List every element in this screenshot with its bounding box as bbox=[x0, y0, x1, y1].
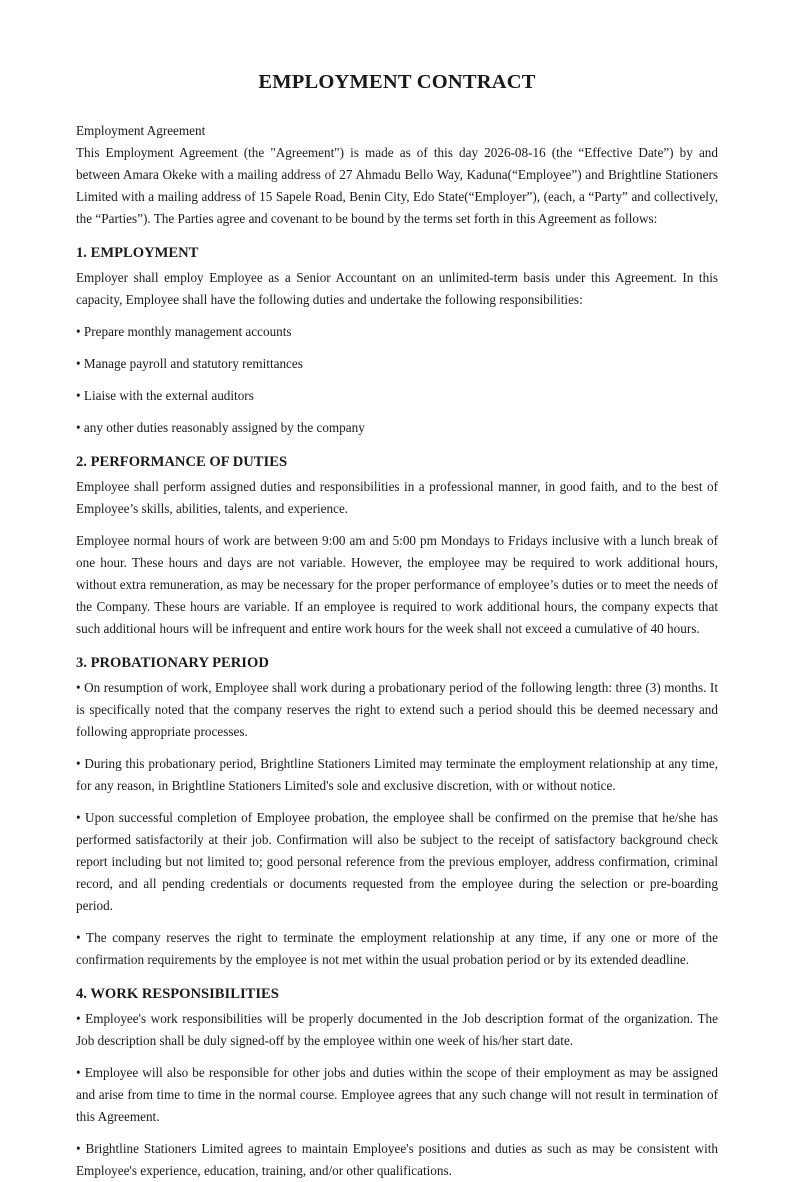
duty-bullet: • any other duties reasonably assigned by the company bbox=[76, 420, 365, 435]
duty-bullet: • Liaise with the external auditors bbox=[76, 388, 254, 403]
intro-paragraph: This Employment Agreement (the "Agreement") is made as of this day 2026-08-16 (the “Effective Date”) by and between Amara Okeke with a mailing address of 27 Ahmadu Bello Way, Kaduna(“Employee”) and Brightline Stationers Limited with a mailing address of 15 Sapele Road, Benin City, Edo State(“Employer”), (each, a “Party” and collectively, the “Parties”). The Parties agree and covenant to be bound by the terms set forth in this Agreement as follows: bbox=[76, 145, 718, 226]
section-heading-probation: 3. PROBATIONARY PERIOD bbox=[76, 655, 269, 671]
responsibility-bullet: • Employee's work responsibilities will be properly documented in the Job description format of the organization. The Job description shall be duly signed-off by the employee within one week of his/her start date. bbox=[76, 1011, 718, 1048]
probation-bullet: • The company reserves the right to terminate the employment relationship at any time, if any one or more of the confirmation requirements by the employee is not met within the usual probation period or by its extended deadline. bbox=[76, 930, 718, 967]
probation-bullet: • On resumption of work, Employee shall work during a probationary period of the following length: three (3) months. It is specifically noted that the company reserves the right to extend such a period should this be deemed necessary and following appropriate processes. bbox=[76, 680, 718, 739]
section-heading-performance: 2. PERFORMANCE OF DUTIES bbox=[76, 454, 288, 470]
section-heading-employment: 1. EMPLOYMENT bbox=[76, 245, 199, 261]
duty-bullet: • Manage payroll and statutory remittances bbox=[76, 356, 303, 371]
probation-bullet: • During this probationary period, Brightline Stationers Limited may terminate the employment relationship at any time, for any reason, in Brightline Stationers Limited's sole and exclusive discretion, with or without notice. bbox=[76, 756, 718, 793]
document-title: EMPLOYMENT CONTRACT bbox=[258, 71, 536, 93]
section-paragraph: Employer shall employ Employee as a Senior Accountant on an unlimited-term basis under this Agreement. In this capacity, Employee shall have the following duties and undertake the following responsibilities: bbox=[76, 270, 718, 307]
section-paragraph: Employee normal hours of work are between 9:00 am and 5:00 pm Mondays to Fridays inclusive with a lunch break of one hour. These hours and days are not variable. However, the employee may be required to work additional hours, without extra remuneration, as may be necessary for the proper performance of employee’s duties or to meet the needs of the Company. These hours are variable. If an employee is required to work additional hours, the company expects that such additional hours will be infrequent and entire work hours for the week shall not exceed a cumulative of 40 hours. bbox=[76, 533, 718, 636]
intro-label: Employment Agreement bbox=[76, 123, 206, 138]
section-heading-work-responsibilities: 4. WORK RESPONSIBILITIES bbox=[76, 986, 279, 1002]
responsibility-bullet: • Brightline Stationers Limited agrees to maintain Employee's positions and duties as such as may be consistent with Employee's experience, education, training, and/or other qualifications. bbox=[76, 1141, 718, 1178]
duty-bullet: • Prepare monthly management accounts bbox=[76, 324, 292, 339]
section-paragraph: Employee shall perform assigned duties and responsibilities in a professional manner, in good faith, and to the best of Employee’s skills, abilities, talents, and experience. bbox=[76, 479, 718, 516]
probation-bullet: • Upon successful completion of Employee probation, the employee shall be confirmed on the premise that he/she has performed satisfactorily at their job. Confirmation will also be subject to the receipt of satisfactory background check report including but not limited to; good personal reference from the previous employer, address confirmation, criminal record, and all pending credentials or documents requested from the employee during the selection or pre-boarding period. bbox=[76, 810, 718, 913]
responsibility-bullet: • Employee will also be responsible for other jobs and duties within the scope of their employment as may be assigned and arise from time to time in the normal course. Employee agrees that any such change will not result in termination of this Agreement. bbox=[76, 1065, 718, 1124]
